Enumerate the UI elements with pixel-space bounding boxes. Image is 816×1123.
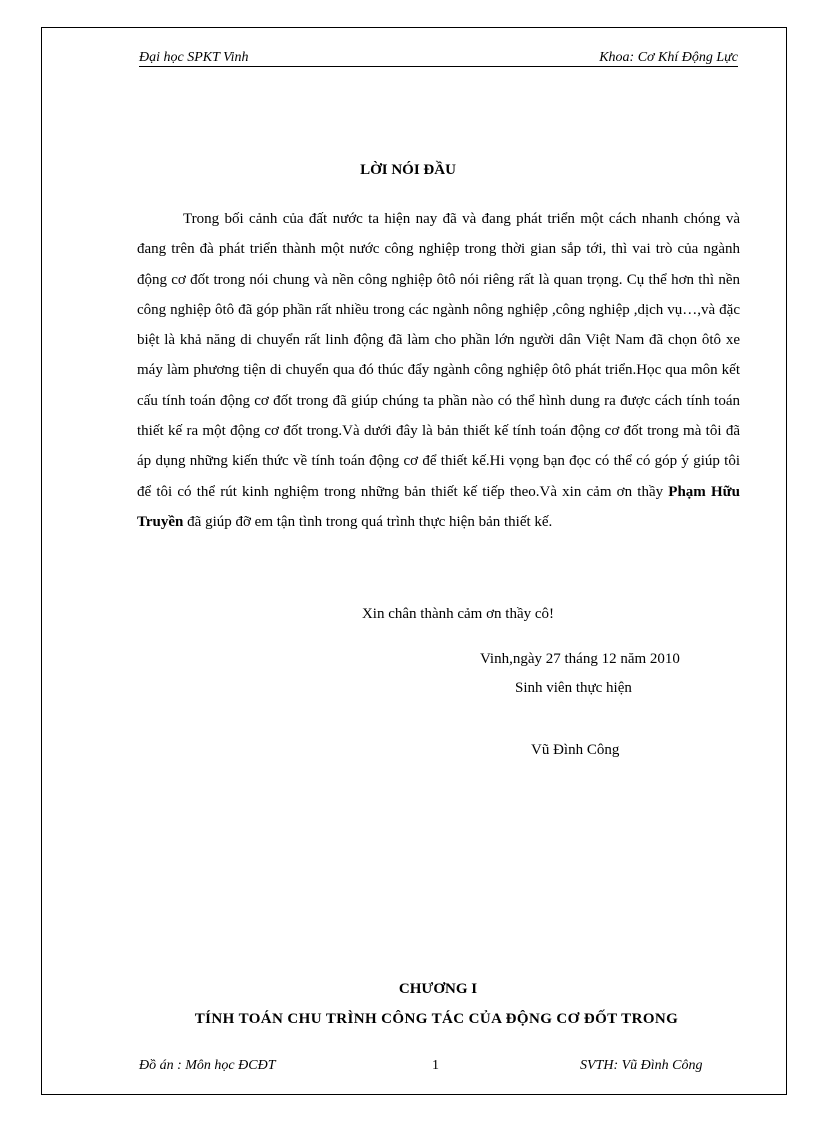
footer-project: Đồ án : Môn học ĐCĐT [139, 1058, 276, 1073]
header-faculty: Khoa: Cơ Khí Động Lực [599, 50, 738, 65]
teacher-name: Phạm Hữu Truyền [137, 483, 740, 530]
thanks-line: Xin chân thành cảm ơn thầy cô! [361, 606, 555, 622]
student-name: Vũ Đình Công [531, 742, 620, 758]
page-border [41, 27, 787, 1095]
footer-page-number: 1 [432, 1058, 439, 1073]
preface-title: LỜI NÓI ĐẦU [360, 162, 456, 178]
preface-paragraph [137, 204, 740, 537]
footer-student: SVTH: Vũ Đình Công [580, 1058, 703, 1073]
student-label: Sinh viên thực hiện [515, 680, 632, 696]
preface-text-2: đã giúp đỡ em tận tình trong quá trình thực hiện bản thiết kế. [183, 513, 553, 530]
date-line: Vinh,ngày 27 tháng 12 năm 2010 [480, 651, 680, 667]
chapter-title: TÍNH TOÁN CHU TRÌNH CÔNG TÁC CỦA ĐỘNG CƠ ĐỐT TRONG [194, 1011, 679, 1027]
preface-text-1: Trong bối cảnh của đất nước ta hiện nay đã và đang phát triển một cách nhanh chóng và đang trên đà phát triển thành một nước công nghiệp trong thời gian sắp tới, thì vai trò của ngành động cơ đốt trong nói chung và nền công nghiệp ôtô nói riêng rất là quan trọng. Cụ thể hơn thì nền công nghiệp ôtô đã góp phần rất nhiều trong các ngành nông nghiệp ,công nghiệp ,dịch vụ…,và đặc biệt là khả năng di chuyển rất linh động đã làm cho phần lớn người dân Việt Nam đã chọn ôtô xe máy làm phương tiện di chuyển qua đó thúc đẩy ngành công nghiệp ôtô phát triển.Học qua môn kết cấu tính toán động cơ đốt trong đã giúp chúng ta phần nào có thể hình dung ra được cách tính toán thiết kế ra một động cơ đốt trong.Và dưới đây là bản thiết kế tính toán động cơ đốt trong mà tôi đã áp dụng những kiến thức về tính toán động cơ để thiết kế.Hi vọng bạn đọc có thể có góp ý giúp tôi để tôi có thể rút kinh nghiệm trong những bản thiết kế tiếp theo.Và xin cảm ơn thầy [137, 211, 740, 500]
page-header [139, 50, 738, 67]
chapter-label: CHƯƠNG I [398, 981, 478, 997]
header-university: Đại học SPKT Vinh [139, 50, 249, 65]
